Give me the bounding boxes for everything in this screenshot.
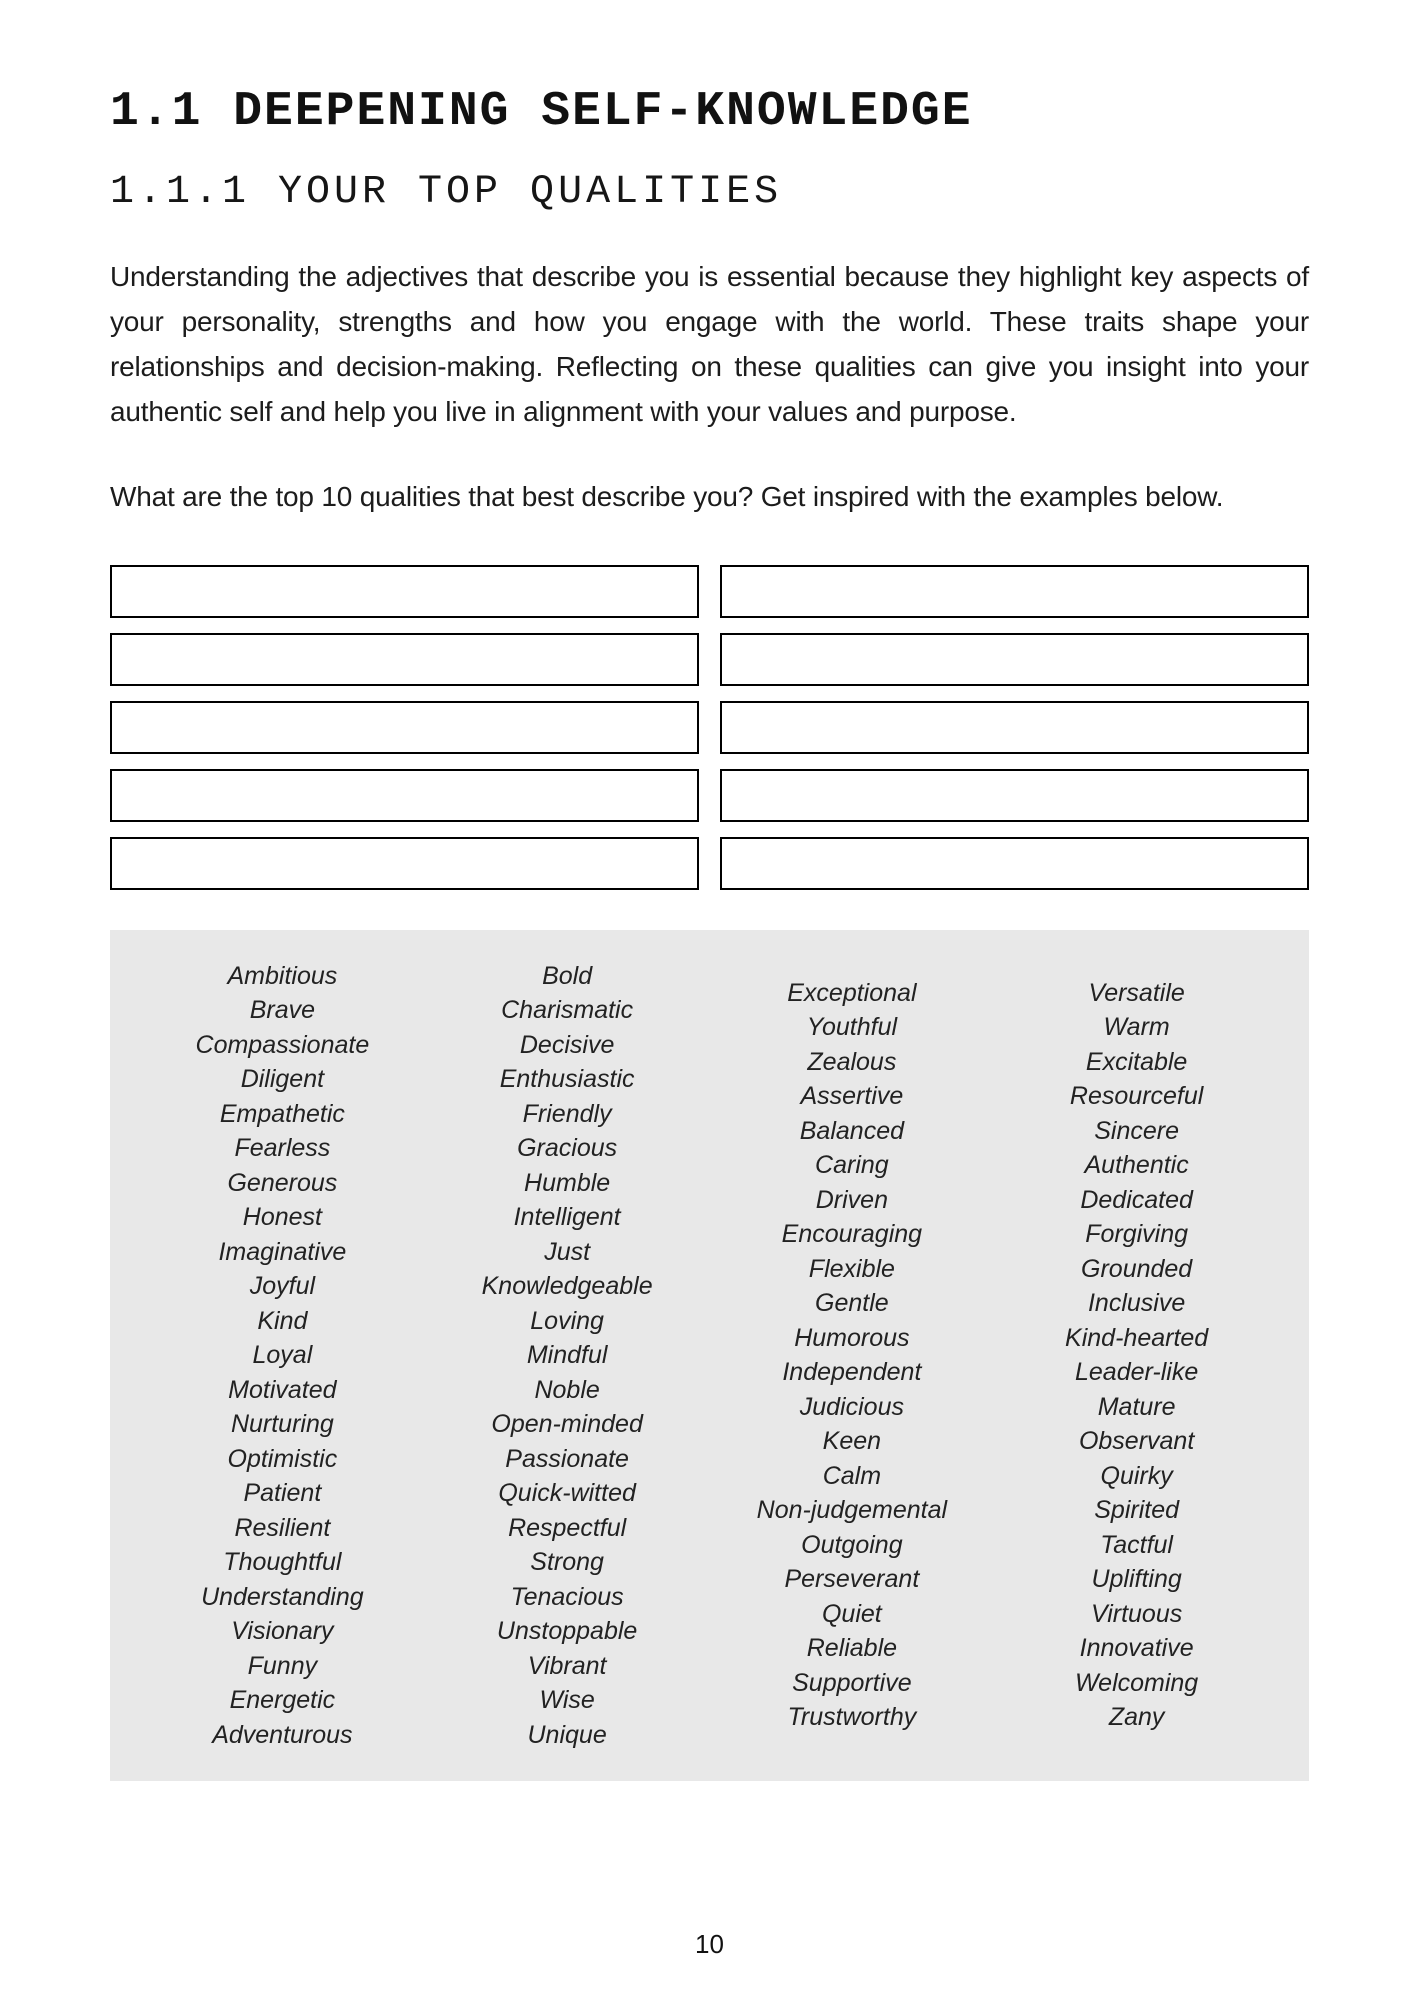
adjective: Outgoing	[801, 1530, 903, 1559]
adjective: Forgiving	[1085, 1220, 1189, 1249]
adjective: Intelligent	[513, 1203, 621, 1231]
adjective: Mindful	[526, 1341, 608, 1369]
adjective: Sincere	[1094, 1116, 1179, 1145]
adjective: Non-judgemental	[756, 1496, 948, 1525]
adjective: Perseverant	[784, 1565, 920, 1594]
adjective: Kind	[257, 1306, 308, 1335]
quality-input[interactable]	[720, 565, 1309, 618]
adjective: Unique	[527, 1720, 607, 1749]
adjective: Gracious	[517, 1134, 618, 1162]
adjective: Generous	[227, 1168, 338, 1197]
adjective: Trustworthy	[787, 1703, 917, 1732]
adjective: Keen	[822, 1427, 882, 1456]
quality-input[interactable]	[110, 565, 699, 618]
adjective: Imaginative	[218, 1237, 347, 1266]
quality-input[interactable]	[720, 701, 1309, 754]
adjective: Humorous	[794, 1323, 910, 1352]
adjective: Diligent	[240, 1065, 325, 1093]
section-title: 1.1 DEEPENING SELF-KNOWLEDGE	[110, 85, 973, 139]
adjective: Exceptional	[787, 978, 917, 1007]
adjective: Just	[544, 1237, 591, 1266]
adjective: Ambitious	[227, 961, 338, 990]
adjective: Judicious	[799, 1392, 904, 1421]
adjective: Balanced	[799, 1116, 904, 1145]
adjective: Adventurous	[212, 1720, 353, 1749]
quality-input[interactable]	[110, 769, 699, 822]
subsection-title: 1.1.1 YOUR TOP QUALITIES	[110, 169, 783, 215]
adjective: Enthusiastic	[499, 1065, 635, 1093]
adjective: Unstoppable	[496, 1617, 638, 1645]
adjective: Loyal	[252, 1341, 313, 1369]
adjective: Optimistic	[227, 1444, 338, 1473]
adjective: Assertive	[800, 1082, 904, 1111]
adjective: Resourceful	[1069, 1082, 1204, 1111]
adjective: Versatile	[1088, 978, 1185, 1007]
adjective: Flexible	[808, 1254, 895, 1283]
adjective: Knowledgeable	[481, 1272, 653, 1300]
adjective: Innovative	[1079, 1634, 1194, 1663]
adjective: Motivated	[228, 1375, 337, 1404]
adjective: Leader-like	[1075, 1358, 1199, 1387]
adjective: Zany	[1108, 1703, 1165, 1732]
adjective: Reliable	[806, 1634, 898, 1663]
quality-input[interactable]	[110, 701, 699, 754]
adjective: Caring	[815, 1151, 889, 1180]
adjective: Energetic	[229, 1686, 336, 1714]
adjective: Quick-witted	[498, 1479, 636, 1507]
quality-input[interactable]	[720, 837, 1309, 890]
quality-input[interactable]	[720, 769, 1309, 822]
adjective: Kind-hearted	[1065, 1323, 1209, 1352]
adjective: Compassionate	[195, 1030, 370, 1059]
intro-paragraph: Understanding the adjectives that describe you is essential because they highlight key aspects of your personality, strengths and how you engage with the world. These traits shape your relationships and decision-making. Reflecting on these qualities can give you insight into your authentic self and help you live in alignment with your values and purpose.	[110, 260, 1309, 427]
adjective: Youthful	[806, 1013, 898, 1042]
adjective: Gentle	[815, 1289, 889, 1318]
adjective: Patient	[243, 1479, 322, 1507]
adjective: Observant	[1078, 1427, 1195, 1456]
adjective: Understanding	[201, 1582, 364, 1611]
adjective: Vibrant	[527, 1651, 607, 1680]
adjective: Fearless	[234, 1134, 331, 1162]
quality-input[interactable]	[720, 633, 1309, 686]
adjective: Uplifting	[1091, 1565, 1182, 1594]
adjective: Calm	[822, 1461, 882, 1490]
adjective: Mature	[1097, 1392, 1176, 1421]
adjective: Independent	[782, 1358, 922, 1387]
adjective: Tactful	[1100, 1530, 1173, 1559]
adjective: Wise	[539, 1686, 595, 1714]
adjective: Strong	[530, 1548, 604, 1576]
adjective: Respectful	[508, 1513, 627, 1542]
adjective: Warm	[1103, 1013, 1170, 1042]
question-prompt: What are the top 10 qualities that best describe you? Get inspired with the examples below.	[110, 480, 1224, 512]
adjective: Open-minded	[491, 1410, 643, 1438]
adjective: Quirky	[1100, 1461, 1173, 1490]
adjective: Thoughtful	[223, 1548, 342, 1576]
adjective: Brave	[249, 996, 316, 1024]
adjective-column-3	[710, 958, 995, 1753]
adjective: Tenacious	[510, 1582, 624, 1611]
adjective: Excitable	[1085, 1047, 1188, 1076]
adjective: Welcoming	[1075, 1668, 1199, 1697]
quality-input[interactable]	[110, 633, 699, 686]
adjective: Resilient	[234, 1513, 331, 1542]
adjective: Noble	[534, 1375, 600, 1404]
adjective: Joyful	[249, 1272, 316, 1300]
adjective: Nurturing	[230, 1410, 334, 1438]
adjective: Dedicated	[1080, 1185, 1193, 1214]
adjective: Friendly	[522, 1099, 612, 1128]
adjective-column-2	[425, 958, 710, 1753]
adjective: Virtuous	[1090, 1599, 1183, 1628]
adjective-column-1	[140, 958, 425, 1753]
adjective: Funny	[247, 1651, 318, 1680]
adjective: Visionary	[231, 1617, 334, 1645]
adjective: Encouraging	[781, 1220, 923, 1249]
adjective: Zealous	[807, 1047, 897, 1076]
adjective: Inclusive	[1087, 1289, 1186, 1318]
adjective: Humble	[524, 1168, 611, 1197]
adjective: Spirited	[1094, 1496, 1179, 1525]
adjective: Honest	[242, 1203, 322, 1231]
quality-input[interactable]	[110, 837, 699, 890]
adjective: Passionate	[505, 1444, 629, 1473]
adjective: Grounded	[1081, 1254, 1193, 1283]
adjective-column-4	[994, 958, 1279, 1753]
adjective: Authentic	[1084, 1151, 1189, 1180]
adjective: Supportive	[792, 1668, 912, 1697]
page-number: 10	[695, 1928, 724, 1959]
adjective: Charismatic	[501, 996, 634, 1024]
adjective: Bold	[542, 961, 593, 990]
adjective: Quiet	[821, 1599, 882, 1628]
adjective: Driven	[815, 1185, 888, 1214]
answers-grid	[110, 565, 1309, 890]
adjective: Loving	[530, 1306, 604, 1335]
adjective: Decisive	[519, 1030, 615, 1059]
adjective: Empathetic	[219, 1099, 345, 1128]
examples-panel	[110, 930, 1309, 1781]
